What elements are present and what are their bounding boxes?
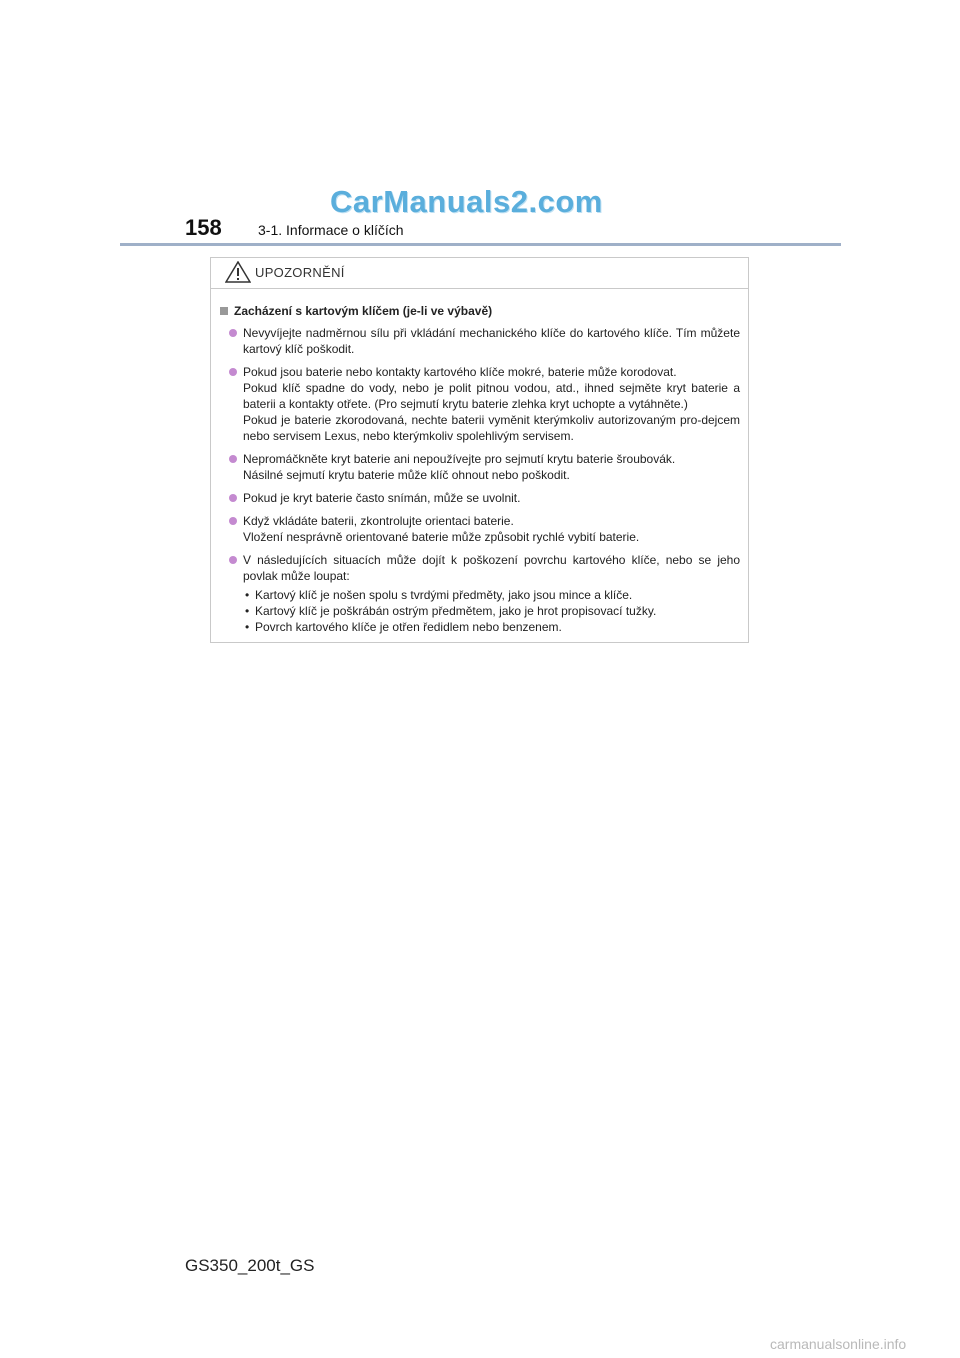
model-code: GS350_200t_GS [185,1256,315,1275]
item-text: Pokud klíč spadne do vody, nebo je polit pitnou vodou, atd., ihned sejměte kryt baterie a baterii a kontakty otřete. (Pro sejmutí krytu baterie zlehka kryt uchopte a vytáhněte.) [243,381,740,411]
warning-item [219,552,740,635]
sub-list-item: • Kartový klíč je poškrábán ostrým předmětem, jako je hrot propisovací tužky. [243,603,740,619]
warning-item [219,513,740,545]
item-text: Pokud jsou baterie nebo kontakty kartového klíče mokré, baterie může korodovat. [243,365,677,379]
dot-bullet-icon [229,455,237,463]
item-text: Když vkládáte baterii, zkontrolujte orientaci baterie. [243,514,514,528]
item-text: Nepromáčkněte kryt baterie ani nepoužívejte pro sejmutí krytu baterie šroubovák. [243,452,676,466]
item-text: Vložení nesprávně orientované baterie může způsobit rychlé vybití baterie. [243,530,640,544]
item-text: Násilné sejmutí krytu baterie může klíč ohnout nebo poškodit. [243,468,570,482]
item-text: Pokud je baterie zkorodovaná, nechte baterii vyměnit kterýmkoliv autorizovaným pro-dejcem nebo servisem Lexus, nebo kterýmkoliv spolehlivým servisem. [243,413,740,443]
warning-item [219,490,740,506]
header-divider [120,243,841,246]
sub-list-item: • Kartový klíč je nošen spolu s tvrdými předměty, jako jsou mince a klíče. [243,587,740,603]
warning-subheading: Zacházení s kartovým klíčem (je-li ve výbavě) [219,304,740,318]
section-title: 3-1. Informace o klíčích [258,222,404,238]
watermark-logo: CarManuals2.com [330,184,603,219]
dot-bullet-icon [229,517,237,525]
item-text: V následujících situacích může dojít k poškození povrchu kartového klíče, nebo se jeho povlak může loupat: [243,553,740,583]
warning-box [210,257,749,643]
page-number: 158 [185,215,222,240]
dot-bullet-icon [229,329,237,337]
warning-item [219,451,740,483]
square-bullet-icon [220,307,228,315]
watermark-footer: carmanualsonline.info [770,1336,907,1352]
item-text: Nevyvíjejte nadměrnou sílu při vkládání mechanického klíče do kartového klíče. Tím můžete kartový klíč poškodit. [243,326,740,356]
warning-triangle-icon [225,261,251,283]
dot-bullet-icon [229,494,237,502]
warning-label: UPOZORNĚNÍ [255,265,345,280]
warning-body [211,289,748,635]
warning-item [219,325,740,357]
sub-list-item: • Povrch kartového klíče je otřen ředidlem nebo benzenem. [243,619,740,635]
sub-list [243,587,740,635]
warning-item [219,364,740,444]
dot-bullet-icon [229,368,237,376]
dot-bullet-icon [229,556,237,564]
item-text: Pokud je kryt baterie často snímán, může se uvolnit. [243,491,521,505]
warning-header [211,258,748,289]
